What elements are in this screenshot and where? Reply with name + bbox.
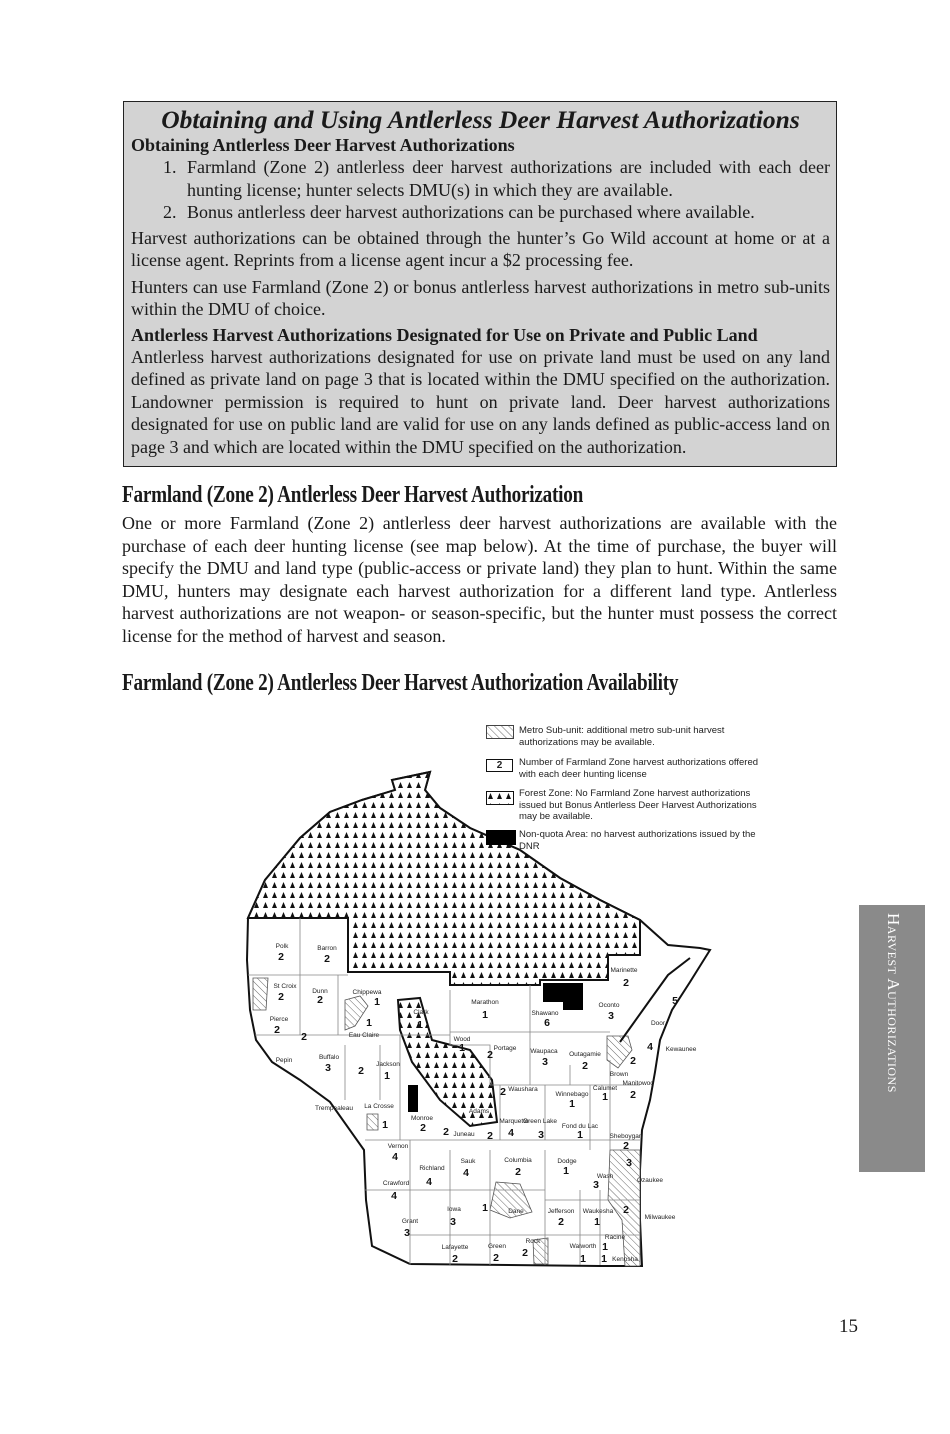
county-authorization-count: 3 xyxy=(325,1062,331,1074)
county-authorization-count: 2 xyxy=(623,1204,629,1216)
list-item: 2. Bonus antlerless deer harvest authorizations can be purchased where available. xyxy=(181,201,830,224)
county-label: Portage xyxy=(493,1045,517,1052)
county-label: Outagamie xyxy=(569,1051,601,1058)
side-tab-label: Harvest Authorizations xyxy=(884,913,903,1093)
county-label: Trempealeau xyxy=(314,1105,354,1112)
county-label: Kewaunee xyxy=(665,1046,697,1053)
county-label: Door xyxy=(650,1020,666,1027)
non-quota-area xyxy=(408,1085,418,1112)
paragraph: Hunters can use Farmland (Zone 2) or bonus antlerless harvest authorizations in metro sub-units within the DMU of choice. xyxy=(131,276,830,319)
county-authorization-count: 1 xyxy=(366,1017,372,1029)
county-label: Monroe xyxy=(410,1115,434,1122)
county-label: Waukesha xyxy=(582,1208,614,1215)
list-item: 1. Farmland (Zone 2) antlerless deer harvest authorizations are included with each deer hunting license; hunter selects DMU(s) in which they are available. xyxy=(181,156,830,201)
antlerless-info-box xyxy=(123,101,837,467)
tree-swatch-icon xyxy=(486,791,514,805)
county-authorization-count: 2 xyxy=(487,1130,493,1142)
county-authorization-count: 3 xyxy=(608,1010,614,1022)
county-label: La Crosse xyxy=(364,1103,394,1110)
county-label: Richland xyxy=(419,1165,445,1172)
county-authorization-count: 1 xyxy=(382,1119,388,1131)
number-swatch: 2 xyxy=(486,759,513,772)
county-authorization-count: 2 xyxy=(515,1166,521,1178)
county-authorization-count: 3 xyxy=(538,1129,544,1141)
county-authorization-count: 2 xyxy=(452,1253,458,1265)
county-authorization-count: 2 xyxy=(324,953,330,965)
county-label: Brown xyxy=(609,1071,629,1078)
county-label: Marquette xyxy=(499,1118,529,1125)
subheading-obtaining: Obtaining Antlerless Deer Harvest Authorizations xyxy=(131,135,515,155)
county-label: Fond du Lac xyxy=(561,1123,599,1130)
legend-text: Non-quota Area: no harvest authorizations issued by the DNR xyxy=(519,829,756,852)
county-authorization-count: 2 xyxy=(420,1122,426,1134)
section-body: One or more Farmland (Zone 2) antlerless deer harvest authorizations are available with the purchase of each deer hunting license (see map below). At the time of purchase, the buyer will specify the DMU and land type (public-access or private land) they plan to hunt. Within the same DMU, hunters may designate each harvest authorization for a different land type. Antlerless harvest authorizations are not weapon- or season-specific, but the hunter must possess the correct license for the method of harvest and season. xyxy=(122,513,837,646)
county-authorization-count: 1 xyxy=(577,1129,583,1141)
county-authorization-count: 1 xyxy=(374,996,380,1008)
legend-text: Forest Zone: No Farmland Zone harvest authorizations issued but Bonus Antlerless Deer Harvest Authorizations may be available. xyxy=(519,788,757,822)
county-label: Sauk xyxy=(460,1158,476,1165)
county-label: Polk xyxy=(275,943,289,950)
county-label: Vernon xyxy=(387,1143,409,1150)
county-authorization-count: 2 xyxy=(522,1247,528,1259)
paragraph: Harvest authorizations can be obtained through the hunter’s Go Wild account at home or at a license agent. Reprints from a license agent incur a $2 processing fee. xyxy=(131,227,830,270)
county-label: Jackson xyxy=(376,1061,400,1068)
county-authorization-count: 1 xyxy=(417,1019,423,1031)
county-label: Adams xyxy=(468,1108,490,1115)
county-label: Shawano xyxy=(531,1010,559,1017)
county-label: Ozaukee xyxy=(636,1177,664,1184)
county-authorization-count: 1 xyxy=(569,1098,575,1110)
county-label: Columbia xyxy=(504,1157,532,1164)
county-authorization-count: 2 xyxy=(630,1089,636,1101)
county-authorization-count: 2 xyxy=(443,1126,449,1138)
county-authorization-count: 2 xyxy=(500,1086,506,1098)
county-label: Wash xyxy=(596,1173,614,1180)
county-label: Juneau xyxy=(453,1131,475,1138)
county-authorization-count: 2 xyxy=(487,1049,493,1061)
county-label: Marinette xyxy=(610,967,638,974)
county-label: Waushara xyxy=(508,1086,538,1093)
county-label: Buffalo xyxy=(318,1054,340,1061)
county-authorization-count: 1 xyxy=(459,1042,465,1054)
county-authorization-count: 2 xyxy=(630,1055,636,1067)
county-label: Crawford xyxy=(382,1180,410,1187)
county-label: Lafayette xyxy=(441,1244,469,1251)
black-swatch xyxy=(486,830,516,845)
county-label: Calumet xyxy=(592,1085,618,1092)
county-label: Grant xyxy=(401,1218,419,1225)
county-authorization-count: 1 xyxy=(594,1216,600,1228)
county-label: Chippewa xyxy=(352,989,382,996)
paragraph: Antlerless harvest authorizations designated for use on private land must be used on any land defined as private land on page 3 that is located within the DMU specified on the authorization. Landowner permission is required to hunt on private land. Deer harvest authorizations designated for use on public land are valid for use on any lands defined as public-access land on page 3 and which are located within the DMU specified on the authorization. xyxy=(131,346,830,457)
county-authorization-count: 4 xyxy=(392,1151,398,1163)
county-authorization-count: 2 xyxy=(278,951,284,963)
county-label: Kenosha xyxy=(612,1256,638,1263)
county-label: Manitowoc xyxy=(622,1080,654,1087)
county-authorization-count: 6 xyxy=(544,1017,550,1029)
page-number: 15 xyxy=(839,1316,858,1337)
county-authorization-count: 2 xyxy=(582,1060,588,1072)
county-authorization-count: 3 xyxy=(450,1216,456,1228)
county-label: Green Lake xyxy=(523,1118,557,1125)
county-authorization-count: 2 xyxy=(278,991,284,1003)
county-authorization-count: 2 xyxy=(358,1065,364,1077)
county-authorization-count: 2 xyxy=(558,1216,564,1228)
county-label: Marathon xyxy=(471,999,499,1006)
county-authorization-count: 5 xyxy=(672,995,678,1007)
county-authorization-count: 1 xyxy=(601,1253,607,1265)
county-label: Green xyxy=(487,1243,507,1250)
county-authorization-count: 4 xyxy=(426,1176,432,1188)
county-authorization-count: 1 xyxy=(384,1070,390,1082)
county-authorization-count: 2 xyxy=(493,1252,499,1264)
county-authorization-count: 2 xyxy=(623,1140,629,1152)
county-label: Winnebago xyxy=(555,1091,589,1098)
county-label: Dodge xyxy=(557,1158,577,1165)
county-authorization-count: 1 xyxy=(602,1241,608,1253)
county-authorization-count: 2 xyxy=(274,1024,280,1036)
county-authorization-count: 4 xyxy=(647,1041,653,1053)
county-label: Sheboygan xyxy=(609,1133,643,1140)
county-authorization-count: 2 xyxy=(623,977,629,989)
county-label: Clark xyxy=(413,1009,429,1016)
obtaining-list xyxy=(131,156,830,224)
county-authorization-count: 1 xyxy=(482,1009,488,1021)
county-authorization-count: 1 xyxy=(563,1165,569,1177)
county-label: Pierce xyxy=(269,1016,289,1023)
county-authorization-count: 1 xyxy=(482,1202,488,1214)
county-label: Waupaca xyxy=(530,1048,558,1055)
section-heading: Farmland (Zone 2) Antlerless Deer Harvest Authorization Availability xyxy=(122,670,679,696)
county-label: Iowa xyxy=(447,1206,461,1213)
county-label: Dane xyxy=(508,1208,524,1215)
county-authorization-count: 3 xyxy=(542,1056,548,1068)
section-heading: Farmland (Zone 2) Antlerless Deer Harvest Authorization xyxy=(122,482,584,508)
county-label: Pepin xyxy=(275,1057,293,1064)
county-label: Milwaukee xyxy=(644,1214,676,1221)
county-authorization-count: 4 xyxy=(463,1167,469,1179)
legend-text: Metro Sub-unit: additional metro sub-unit harvest authorizations may be available. xyxy=(519,725,725,748)
legend-text: Number of Farmland Zone harvest authorizations offered with each deer hunting license xyxy=(519,757,759,780)
county-label: Eau Claire xyxy=(348,1032,380,1039)
county-authorization-count: 3 xyxy=(404,1227,410,1239)
county-authorization-count: 4 xyxy=(391,1190,397,1202)
county-label: Dunn xyxy=(312,988,328,995)
county-authorization-count: 1 xyxy=(580,1253,586,1265)
county-label: Rock xyxy=(525,1238,541,1245)
box-title: Obtaining and Using Antlerless Deer Harvest Authorizations xyxy=(161,105,800,134)
county-authorization-count: 1 xyxy=(602,1091,608,1103)
side-tab xyxy=(859,905,925,1172)
county-authorization-count: 2 xyxy=(301,1031,307,1043)
county-authorization-count: 3 xyxy=(626,1157,632,1169)
county-label: Jefferson xyxy=(547,1208,575,1215)
hatch-swatch-icon xyxy=(486,725,514,739)
county-authorization-count: 3 xyxy=(593,1179,599,1191)
subheading-private-public: Antlerless Harvest Authorizations Designated for Use on Private and Public Land xyxy=(131,324,758,345)
county-label: Oconto xyxy=(598,1002,620,1009)
county-label: Walworth xyxy=(569,1243,597,1250)
county-label: St Croix xyxy=(273,983,297,990)
county-label: Racine xyxy=(604,1234,626,1241)
county-authorization-count: 2 xyxy=(317,994,323,1006)
county-label: Wood xyxy=(453,1036,471,1043)
county-label: Barron xyxy=(317,945,337,952)
county-authorization-count: 4 xyxy=(508,1127,514,1139)
